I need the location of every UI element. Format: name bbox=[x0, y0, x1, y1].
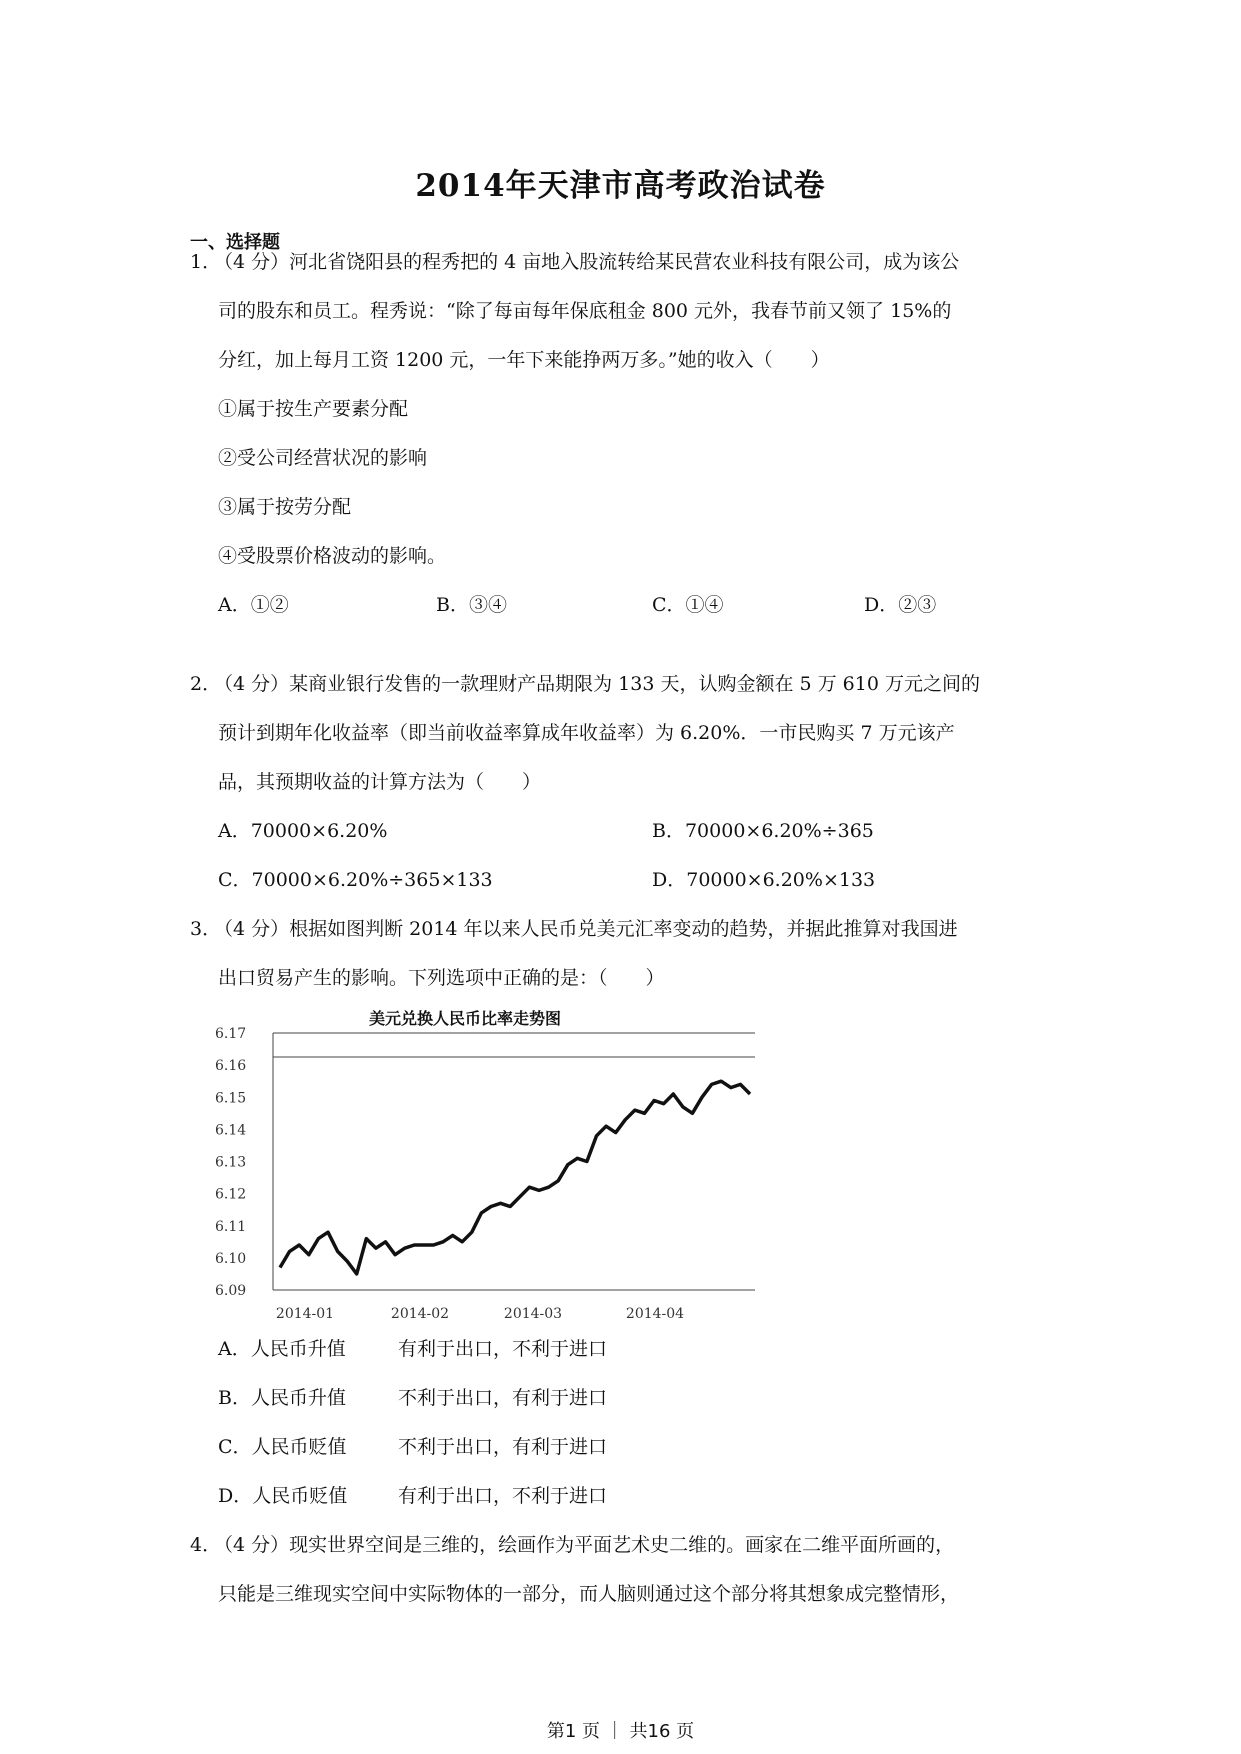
q2-option-c[interactable]: C．70000×6.20%÷365×133 bbox=[218, 869, 493, 891]
q3-line-2: 出口贸易产生的影响。下列选项中正确的是：（ ） bbox=[218, 967, 665, 989]
q1-line-3: 分红，加上每月工资 1200 元，一年下来能挣两万多。”她的收入（ ） bbox=[218, 349, 830, 371]
y-tick-label: 6.11 bbox=[215, 1218, 247, 1235]
q1-item-3: ③属于按劳分配 bbox=[218, 496, 352, 518]
q2-number: 2． bbox=[190, 673, 222, 695]
q3-option-d-effect: 有利于出口，不利于进口 bbox=[398, 1485, 608, 1507]
y-tick-label: 6.17 bbox=[215, 1026, 247, 1042]
chart-title: 美元兑换人民币比率走势图 bbox=[368, 1009, 562, 1028]
x-tick-label: 2014-01 bbox=[275, 1306, 335, 1322]
q3-option-b[interactable] bbox=[218, 1383, 607, 1410]
q1-option-d[interactable]: D．②③ bbox=[864, 594, 937, 616]
y-tick-label: 6.15 bbox=[215, 1090, 247, 1107]
q2-line-3: 品，其预期收益的计算方法为（ ） bbox=[218, 771, 542, 793]
y-tick-label: 6.16 bbox=[215, 1058, 247, 1075]
q1-option-a[interactable]: A．①② bbox=[218, 594, 289, 616]
section-heading: 一、选择题 bbox=[190, 232, 280, 253]
q1-item-1: ①属于按生产要素分配 bbox=[218, 398, 409, 420]
y-tick-label: 6.10 bbox=[215, 1250, 247, 1267]
series-line bbox=[280, 1081, 750, 1274]
q3-option-c-effect: 不利于出口，有利于进口 bbox=[398, 1436, 608, 1458]
page-title: 2014年天津市高考政治试卷 bbox=[415, 168, 826, 204]
y-tick-label: 6.12 bbox=[215, 1186, 247, 1203]
q3-option-d-label: D．人民币贬值 bbox=[218, 1485, 348, 1507]
q1-line-1: （4 分）河北省饶阳县的程秀把的 4 亩地入股流转给某民营农业科技有限公司，成为该公 bbox=[214, 251, 960, 273]
page-footer: 第1 页 ｜ 共16 页 bbox=[546, 1721, 695, 1742]
x-tick-label: 2014-02 bbox=[390, 1306, 450, 1322]
q3-option-a-effect: 有利于出口，不利于进口 bbox=[398, 1338, 608, 1360]
y-tick-label: 6.09 bbox=[215, 1283, 247, 1299]
q1-number: 1． bbox=[190, 251, 222, 273]
exchange-rate-chart bbox=[215, 1000, 755, 1325]
q3-option-d[interactable] bbox=[218, 1481, 607, 1508]
q3-line-1: （4 分）根据如图判断 2014 年以来人民币兑美元汇率变动的趋势，并据此推算对我国进 bbox=[214, 918, 958, 940]
q1-option-c[interactable]: C．①④ bbox=[652, 594, 724, 616]
x-tick-label: 2014-04 bbox=[625, 1306, 685, 1322]
q4-line-1: （4 分）现实世界空间是三维的，绘画作为平面艺术史二维的。画家在二维平面所画的， bbox=[214, 1534, 955, 1556]
q3-option-b-effect: 不利于出口，有利于进口 bbox=[398, 1387, 608, 1409]
q3-option-a[interactable] bbox=[218, 1334, 607, 1361]
q4-line-2: 只能是三维现实空间中实际物体的一部分，而人脑则通过这个部分将其想象成完整情形， bbox=[218, 1583, 960, 1605]
x-tick-label: 2014-03 bbox=[503, 1306, 563, 1322]
y-tick-label: 6.14 bbox=[215, 1122, 247, 1139]
q2-line-2: 预计到期年化收益率（即当前收益率算成年收益率）为 6.20%．一市民购买 7 万元该产 bbox=[218, 722, 955, 744]
q1-item-2: ②受公司经营状况的影响 bbox=[218, 447, 428, 469]
q1-option-b[interactable]: B．③④ bbox=[436, 594, 507, 616]
q3-option-b-label: B．人民币升值 bbox=[218, 1387, 346, 1409]
q2-option-d[interactable]: D．70000×6.20%×133 bbox=[652, 869, 876, 891]
q3-number: 3． bbox=[190, 918, 222, 940]
q3-option-c[interactable] bbox=[218, 1432, 607, 1459]
q2-option-b[interactable]: B．70000×6.20%÷365 bbox=[652, 820, 874, 842]
q3-option-a-label: A．人民币升值 bbox=[218, 1338, 346, 1360]
q1-item-4: ④受股票价格波动的影响。 bbox=[218, 545, 447, 567]
q2-line-1: （4 分）某商业银行发售的一款理财产品期限为 133 天，认购金额在 5 万 610 万元之间的 bbox=[214, 673, 980, 695]
q4-number: 4． bbox=[190, 1534, 222, 1556]
y-tick-label: 6.13 bbox=[215, 1154, 247, 1171]
q2-option-a[interactable]: A．70000×6.20% bbox=[218, 820, 388, 842]
q1-line-2: 司的股东和员工。程秀说：“除了每亩每年保底租金 800 元外，我春节前又领了 15%的 bbox=[218, 300, 952, 322]
q3-option-c-label: C．人民币贬值 bbox=[218, 1436, 347, 1458]
